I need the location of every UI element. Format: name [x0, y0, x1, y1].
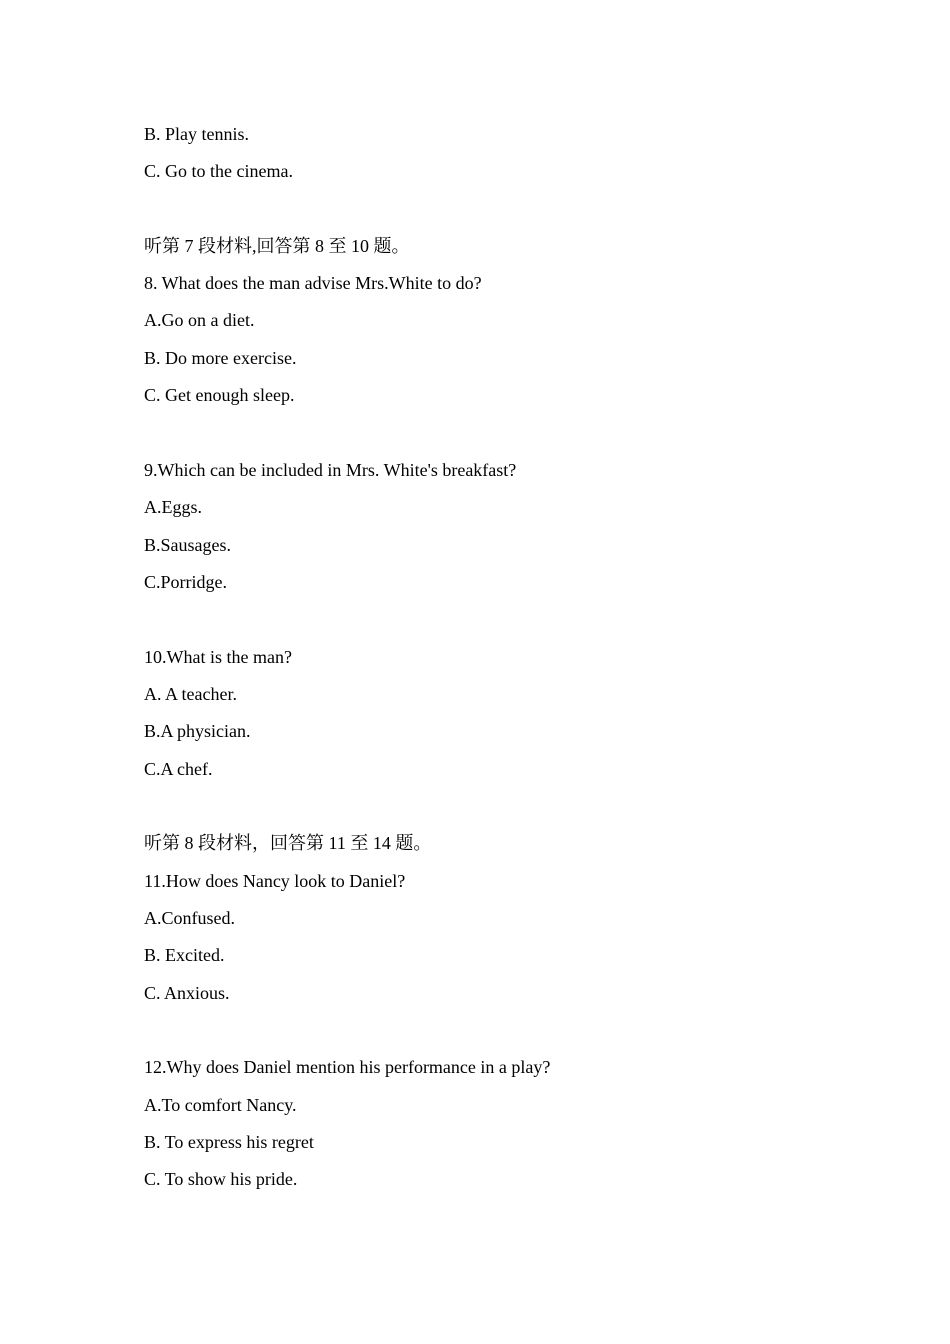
q8-question: 8. What does the man advise Mrs.White to do? — [144, 273, 482, 293]
q11-option-b: B. Excited. — [144, 945, 225, 965]
q10-option-b: B.A physician. — [144, 721, 251, 741]
q8-option-b: B. Do more exercise. — [144, 348, 297, 368]
q10-option-a: A. A teacher. — [144, 684, 237, 704]
q12-question: 12.Why does Daniel mention his performance in a play? — [144, 1057, 551, 1077]
q10-question: 10.What is the man? — [144, 647, 292, 667]
q9-question: 9.Which can be included in Mrs. White's breakfast? — [144, 460, 517, 480]
q10-option-c: C.A chef. — [144, 759, 213, 779]
q12-option-b: B. To express his regret — [144, 1132, 314, 1152]
q7-option-b: B. Play tennis. — [144, 124, 250, 144]
q9-option-b: B.Sausages. — [144, 535, 231, 555]
q8-option-a: A.Go on a diet. — [144, 310, 255, 330]
q9-option-a: A.Eggs. — [144, 497, 202, 517]
q7-option-c: C. Go to the cinema. — [144, 161, 293, 181]
q11-option-c: C. Anxious. — [144, 983, 230, 1003]
q8-option-c: C. Get enough sleep. — [144, 385, 295, 405]
section7-heading: 听第 7 段材料,回答第 8 至 10 题。 — [144, 236, 410, 256]
q12-option-c: C. To show his pride. — [144, 1169, 298, 1189]
section8-heading: 听第 8 段材料，回答第 11 至 14 题。 — [144, 833, 432, 853]
q12-option-a: A.To comfort Nancy. — [144, 1095, 297, 1115]
q11-question: 11.How does Nancy look to Daniel? — [144, 871, 406, 891]
q11-option-a: A.Confused. — [144, 908, 235, 928]
q9-option-c: C.Porridge. — [144, 572, 227, 592]
